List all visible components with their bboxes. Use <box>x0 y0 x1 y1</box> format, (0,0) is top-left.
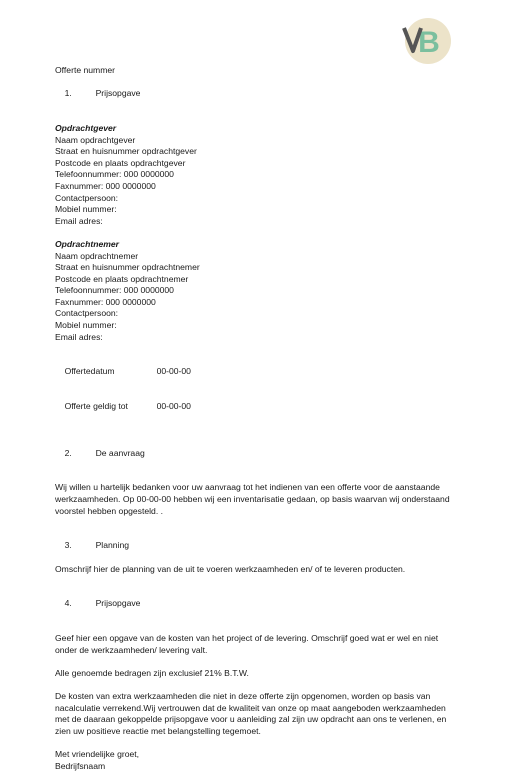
client-postcode: Postcode en plaats opdrachtgever <box>55 157 186 168</box>
closing-greeting: Met vriendelijke groet, <box>55 749 140 760</box>
contractor-mobile: Mobiel nummer: <box>55 320 117 331</box>
contractor-name: Naam opdrachtnemer <box>55 250 139 261</box>
svg-text:B: B <box>418 26 440 59</box>
vat-note: Alle genoemde bedragen zijn exclusief 21% B.T.W. <box>55 667 249 678</box>
contractor-street: Straat en huisnummer opdrachtnemer <box>55 262 200 273</box>
client-heading: Opdrachtgever <box>55 122 117 133</box>
offer-valid-label: Offerte geldig tot <box>64 401 128 412</box>
section-3-header <box>55 529 455 564</box>
section-number: 1. <box>64 88 72 99</box>
client-contact: Contactpersoon: <box>55 192 119 203</box>
offer-date-value: 00-00-00 <box>156 366 191 377</box>
contractor-heading: Opdrachtnemer <box>55 238 119 249</box>
section-number: 4. <box>64 598 72 609</box>
company-name: Bedrijfsnaam <box>55 760 106 771</box>
section-title: Planning <box>95 540 130 551</box>
section-number: 3. <box>64 540 72 551</box>
contractor-fax: Faxnummer: 000 0000000 <box>55 296 156 307</box>
section-2-header <box>55 436 455 471</box>
contractor-email: Email adres: <box>55 331 103 342</box>
section-title: Prijsopgave <box>95 598 141 609</box>
section-1-header <box>55 77 455 112</box>
planning-paragraph: Omschrijf hier de planning van de uit te voeren werkzaamheden en/ of te leveren producten. <box>55 563 406 574</box>
client-name: Naam opdrachtgever <box>55 134 136 145</box>
offer-date-label: Offertedatum <box>64 366 115 377</box>
contractor-contact: Contactpersoon: <box>55 308 119 319</box>
request-paragraph: Wij willen u hartelijk bedanken voor uw aanvraag tot het indienen van een offerte voor de aanstaande werkzaamheden. Op 00-00-00 hebben wij een inventarisatie gedaan, op basis waarvan wij onderstaand voorstel hebben opgesteld. . <box>55 482 450 516</box>
contractor-phone: Telefoonnummer: 000 0000000 <box>55 285 174 296</box>
section-title: De aanvraag <box>95 447 145 458</box>
contractor-postcode: Postcode en plaats opdrachtnemer <box>55 273 189 284</box>
client-mobile: Mobiel nummer: <box>55 204 117 215</box>
pricing-paragraph: Geef hier een opgave van de kosten van het project of de levering. Omschrijf goed wat er wel en niet onder de werkzaamheden/ levering valt. <box>55 633 439 655</box>
client-fax: Faxnummer: 000 0000000 <box>55 180 156 191</box>
client-phone: Telefoonnummer: 000 0000000 <box>55 169 174 180</box>
client-email: Email adres: <box>55 215 103 226</box>
extra-costs-paragraph: De kosten van extra werkzaamheden die niet in deze offerte zijn opgenomen, worden op basis van nacalculatie verrekend.Wij vertrouwen dat de kwaliteit van onze op maat aangeboden werkzaamheden met de daaraan gekoppelde prijsopgave voor u aanleiding zal zijn uw opdracht aan ons te verlenen, en zien uw positieve reactie met belangstelling tegemoet. <box>55 691 447 736</box>
offer-valid-row <box>55 390 455 425</box>
offer-document <box>55 65 455 772</box>
section-number: 2. <box>64 447 72 458</box>
company-logo <box>401 17 451 65</box>
offer-valid-value: 00-00-00 <box>156 401 191 412</box>
section-4-header <box>55 587 455 622</box>
section-title: Prijsopgave <box>95 88 141 99</box>
offer-date-row <box>55 355 455 390</box>
offer-number-label: Offerte nummer <box>55 65 116 75</box>
client-street: Straat en huisnummer opdrachtgever <box>55 146 197 157</box>
